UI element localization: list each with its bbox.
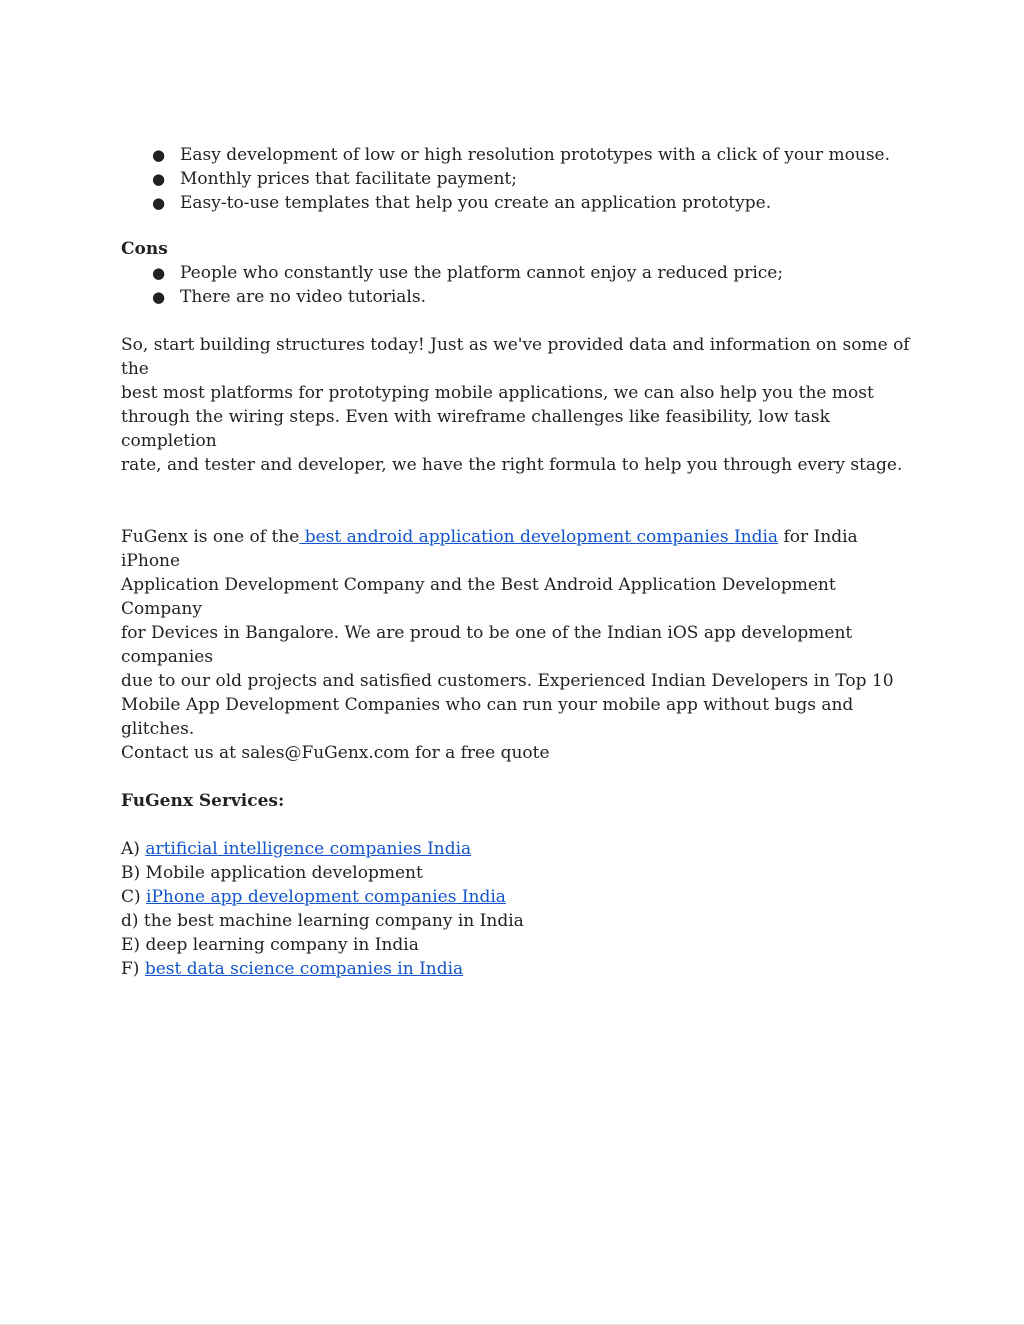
list-item <box>121 261 911 285</box>
android-companies-link[interactable]: best android application development companies India <box>299 527 779 547</box>
paragraph-text: for India iPhone <box>121 527 858 571</box>
iphone-companies-link[interactable]: iPhone app development companies India <box>146 887 506 907</box>
service-text: Mobile application development <box>145 863 423 883</box>
bullet-icon: ● <box>152 288 166 306</box>
bullet-icon: ● <box>152 146 166 164</box>
document-content <box>121 143 911 981</box>
summary-paragraph <box>121 333 911 477</box>
paragraph-text: FuGenx is one of the <box>121 527 300 547</box>
pros-list <box>121 143 911 215</box>
paragraph-line: best most platforms for prototyping mobile applications, we can also help you the most <box>121 383 874 403</box>
services-heading: FuGenx Services: <box>121 791 285 811</box>
list-item-text: People who constantly use the platform cannot enjoy a reduced price; <box>180 263 784 283</box>
service-prefix: d) <box>121 911 144 931</box>
list-item-text: Easy development of low or high resolution prototypes with a click of your mouse. <box>180 145 891 165</box>
paragraph-line: Application Development Company and the Best Android Application Development Company <box>121 575 836 619</box>
list-item-text: There are no video tutorials. <box>180 287 426 307</box>
service-item <box>121 837 911 861</box>
ai-companies-link[interactable]: artificial intelligence companies India <box>145 839 472 859</box>
company-paragraph <box>121 525 911 765</box>
service-item <box>121 909 911 933</box>
service-prefix: E) <box>121 935 146 955</box>
service-prefix: C) <box>121 887 147 907</box>
service-text: the best machine learning company in India <box>143 911 524 931</box>
paragraph-line: for Devices in Bangalore. We are proud to be one of the Indian iOS app development companies <box>121 623 853 667</box>
list-item <box>121 167 911 191</box>
service-item <box>121 957 911 981</box>
list-item-text: Monthly prices that facilitate payment; <box>180 169 517 189</box>
services-list <box>121 837 911 981</box>
paragraph-line: due to our old projects and satisfied customers. Experienced Indian Developers in Top 10 <box>121 671 894 691</box>
service-item <box>121 861 911 885</box>
data-science-companies-link[interactable]: best data science companies in India <box>144 959 464 979</box>
paragraph-line: So, start building structures today! Just as we've provided data and information on some of the <box>121 335 910 379</box>
paragraph-line: rate, and tester and developer, we have the right formula to help you through every stage. <box>121 455 903 475</box>
service-item <box>121 933 911 957</box>
service-text: deep learning company in India <box>145 935 419 955</box>
paragraph-line: Mobile App Development Companies who can run your mobile app without bugs and glitches. <box>121 695 854 739</box>
paragraph-line: Contact us at sales@FuGenx.com for a free quote <box>121 743 550 763</box>
service-item <box>121 885 911 909</box>
service-prefix: A) <box>121 839 146 859</box>
service-prefix: B) <box>121 863 146 883</box>
cons-list <box>121 261 911 309</box>
list-item <box>121 191 911 215</box>
bullet-icon: ● <box>152 264 166 282</box>
bullet-icon: ● <box>152 194 166 212</box>
paragraph-line <box>121 525 911 573</box>
list-item-text: Easy-to-use templates that help you create an application prototype. <box>180 193 772 213</box>
list-item <box>121 143 911 167</box>
service-prefix: F) <box>121 959 145 979</box>
list-item <box>121 285 911 309</box>
bullet-icon: ● <box>152 170 166 188</box>
paragraph-line: through the wiring steps. Even with wireframe challenges like feasibility, low task completion <box>121 407 830 451</box>
cons-heading: Cons <box>121 239 168 259</box>
